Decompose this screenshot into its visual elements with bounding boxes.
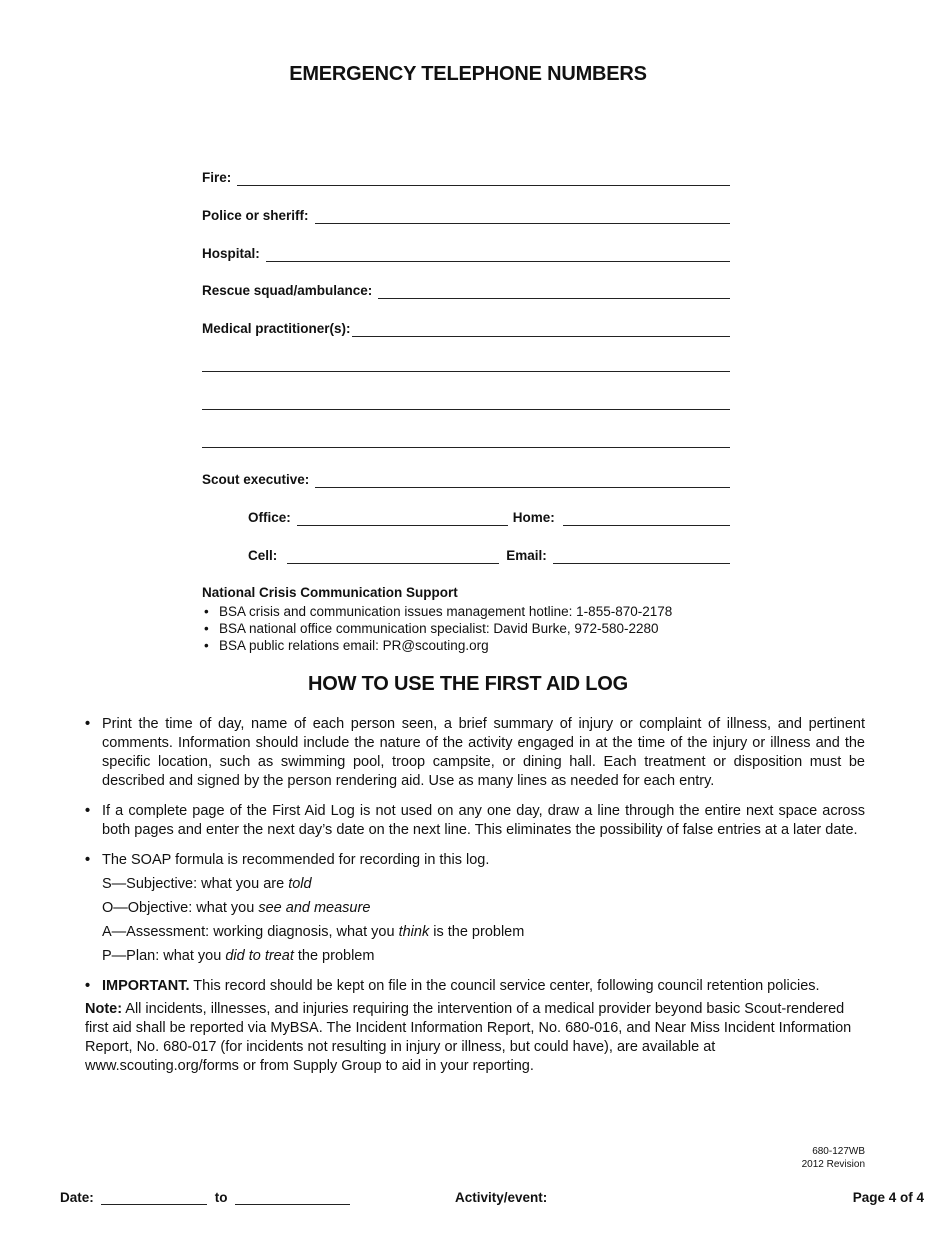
cell-email-row — [248, 544, 730, 564]
crisis-item-hotline: • BSA crisis and communication issues management hotline: 1-855-870-2178 — [202, 603, 762, 620]
instruction-bullet-2: • If a complete page of the First Aid Log is not used on any one day, draw a line through the entire next space across both pages and enter the next day’s date on the next line. This eliminates the possibility of false entries at a later date. — [85, 802, 865, 840]
soap-intro: The SOAP formula is recommended for recording in this log. — [102, 852, 490, 868]
scout-executive-label: Scout executive: — [202, 472, 310, 487]
fire-field[interactable] — [202, 166, 730, 186]
medical-label: Medical practitioner(s): — [202, 321, 351, 336]
important-text: This record should be kept on file in the council service center, following council retention policies. — [189, 978, 820, 994]
soap-o-text: O—Objective: what you — [102, 900, 259, 916]
instructions-section — [85, 715, 865, 1076]
footer-page-number: Page 4 of 4 — [852, 1190, 924, 1205]
cell-line[interactable] — [287, 549, 499, 564]
soap-o-emphasis: see and measure — [258, 900, 371, 916]
medical-extra-line-1[interactable] — [202, 371, 730, 372]
soap-objective — [85, 899, 865, 918]
rescue-field[interactable] — [202, 279, 730, 299]
crisis-item-specialist: • BSA national office communication specialist: David Burke, 972-580-2280 — [202, 620, 762, 637]
soap-a-emphasis: think — [398, 924, 430, 940]
crisis-support-section — [202, 585, 762, 654]
rescue-line[interactable] — [378, 284, 730, 299]
medical-line[interactable] — [352, 322, 730, 337]
crisis-heading: National Crisis Communication Support — [202, 585, 458, 600]
footer-date-label: Date: — [60, 1190, 94, 1205]
instruction-bullet-3 — [85, 851, 865, 870]
cell-label: Cell: — [248, 548, 278, 563]
home-label: Home: — [512, 510, 555, 525]
note-label: Note: — [85, 1001, 123, 1017]
medical-extra-line-3[interactable] — [202, 447, 730, 448]
office-home-row — [248, 506, 730, 526]
medical-extra-line-2[interactable] — [202, 409, 730, 410]
email-label: Email: — [506, 548, 547, 563]
crisis-list — [202, 603, 762, 654]
soap-s-emphasis: told — [288, 876, 312, 892]
soap-s-text: S—Subjective: what you are — [102, 876, 289, 892]
hospital-line[interactable] — [266, 247, 730, 262]
medical-field[interactable] — [202, 317, 730, 337]
form-number-block — [802, 1145, 865, 1171]
office-label: Office: — [248, 510, 291, 525]
soap-p-suffix: the problem — [293, 948, 375, 964]
soap-p-text: P—Plan: what you — [102, 948, 226, 964]
howto-title: HOW TO USE THE FIRST AID LOG — [308, 673, 628, 695]
rescue-label: Rescue squad/ambulance: — [202, 283, 373, 298]
hospital-field[interactable] — [202, 242, 730, 262]
page-title: EMERGENCY TELEPHONE NUMBERS — [289, 63, 647, 85]
instruction-bullet-1: • Print the time of day, name of each person seen, a brief summary of injury or complaint of illness, and pertinent comments. Information should include the nature of the activity engaged in at the time of the injury or illness and the specific location, such as swimming pool, troop campsite, or dining hall. Each treatment or disposition must be described and signed by the person rendering aid. Use as many lines as needed for each entry. — [85, 715, 865, 791]
hospital-label: Hospital: — [202, 246, 260, 261]
police-label: Police or sheriff: — [202, 208, 309, 223]
soap-assessment — [85, 923, 865, 942]
form-number: 680-127WB — [812, 1146, 865, 1157]
soap-a-suffix: is the problem — [429, 924, 525, 940]
form-revision: 2012 Revision — [801, 1159, 865, 1170]
fire-line[interactable] — [237, 171, 730, 186]
scout-executive-line[interactable] — [315, 473, 730, 488]
footer-date-start-line[interactable] — [101, 1190, 207, 1205]
police-field[interactable] — [202, 204, 730, 224]
footer-to-label: to — [214, 1190, 228, 1205]
footer-date-range — [60, 1190, 350, 1205]
police-line[interactable] — [315, 209, 730, 224]
scout-executive-field[interactable] — [202, 468, 730, 488]
important-bullet — [85, 977, 865, 996]
soap-plan — [85, 947, 865, 966]
soap-a-text: A—Assessment: working diagnosis, what you — [102, 924, 399, 940]
crisis-item-email: • BSA public relations email: PR@scouting.org — [202, 637, 762, 654]
email-line[interactable] — [553, 549, 730, 564]
soap-subjective — [85, 875, 865, 894]
office-line[interactable] — [297, 511, 508, 526]
fire-label: Fire: — [202, 170, 232, 185]
home-line[interactable] — [563, 511, 730, 526]
note-paragraph — [85, 1000, 865, 1076]
footer-activity-label: Activity/event: — [455, 1190, 548, 1205]
important-label: IMPORTANT. — [102, 978, 190, 994]
note-text: All incidents, illnesses, and injuries requiring the intervention of a medical provider beyond basic Scout-rendered first aid shall be reported via MyBSA. The Incident Information Report, No. 680-016, and Near Miss Incident Information Report, No. 680-017 (for incidents not resulting in injury or illness, but could have), are available at www.scouting.org/forms or from Supply Group to aid in your reporting. — [85, 1001, 852, 1074]
footer-date-end-line[interactable] — [235, 1190, 350, 1205]
soap-p-emphasis: did to treat — [225, 948, 294, 964]
